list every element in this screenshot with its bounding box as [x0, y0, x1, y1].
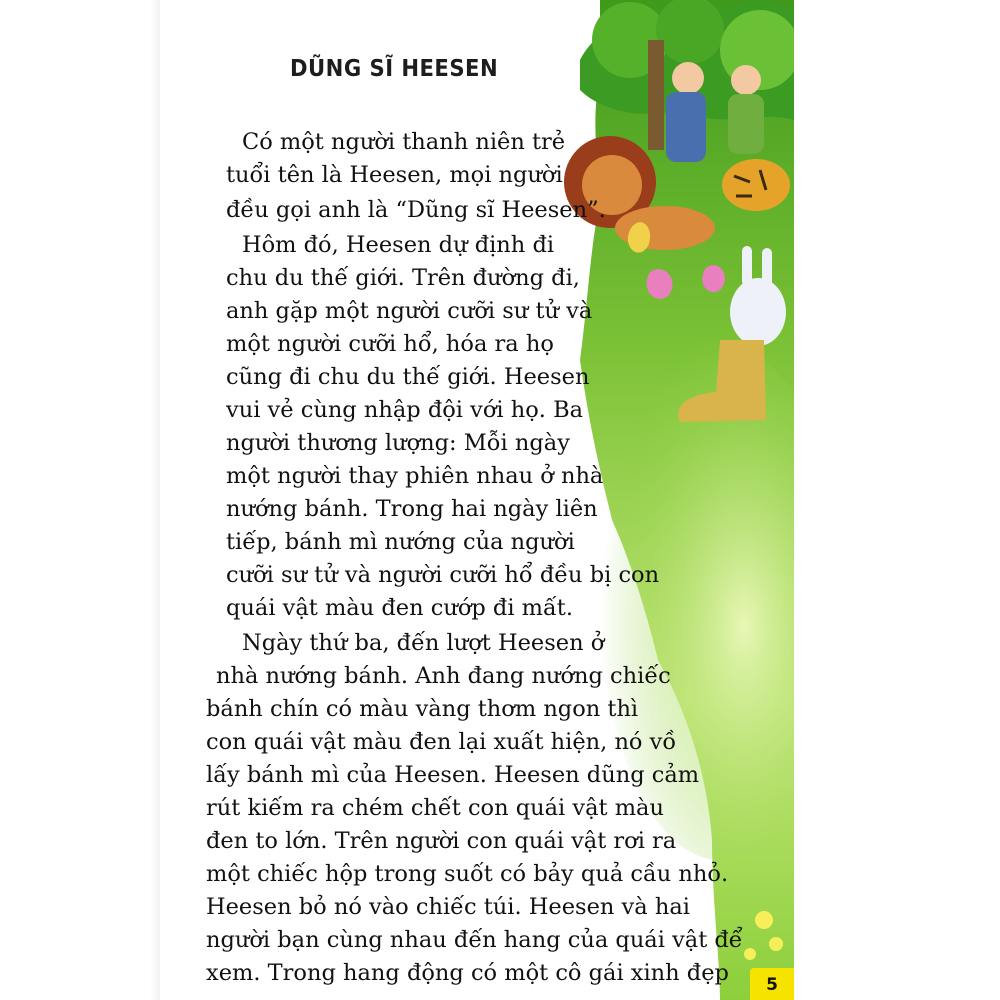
- text-line: một chiếc hộp trong suốt có bảy quả cầu nhỏ.: [206, 861, 729, 887]
- text-line: Ngày thứ ba, đến lượt Heesen ở: [242, 630, 605, 656]
- text-line: bánh chín có màu vàng thơm ngon thì: [206, 696, 639, 722]
- page-number-badge: [750, 968, 794, 1000]
- text-line: lấy bánh mì của Heesen. Heesen dũng cảm: [206, 762, 700, 788]
- text-line: đều gọi anh là “Dũng sĩ Heesen”.: [226, 197, 606, 223]
- book-page: [160, 0, 794, 1000]
- background-right: [794, 0, 1000, 1000]
- text-line: nướng bánh. Trong hai ngày liên: [226, 496, 598, 522]
- text-line: cũng đi chu du thế giới. Heesen: [226, 364, 590, 390]
- text-line: một người thay phiên nhau ở nhà: [226, 463, 604, 489]
- text-line: xem. Trong hang động có một cô gái xinh đẹp: [206, 960, 729, 986]
- story-title: DŨNG SĨ HEESEN: [290, 56, 499, 82]
- text-line: Hôm đó, Heesen dự định đi: [242, 232, 555, 258]
- page-number: 5: [766, 975, 778, 995]
- text-line: rút kiếm ra chém chết con quái vật màu: [206, 795, 664, 821]
- text-line: Có một người thanh niên trẻ: [242, 129, 566, 155]
- text-line: anh gặp một người cưỡi sư tử và: [226, 298, 593, 324]
- text-line: vui vẻ cùng nhập đội với họ. Ba: [226, 397, 584, 423]
- text-line: chu du thế giới. Trên đường đi,: [226, 265, 580, 291]
- page-margin: [0, 0, 160, 1000]
- text-line: một người cưỡi hổ, hóa ra họ: [226, 331, 554, 357]
- text-line: đen to lớn. Trên người con quái vật rơi ra: [206, 828, 677, 854]
- text-line: Heesen bỏ nó vào chiếc túi. Heesen và hai: [206, 894, 690, 920]
- text-line: quái vật màu đen cướp đi mất.: [226, 595, 573, 621]
- text-line: con quái vật màu đen lại xuất hiện, nó vồ: [206, 729, 677, 755]
- text-line: nhà nướng bánh. Anh đang nướng chiếc: [216, 663, 671, 689]
- text-line: tiếp, bánh mì nướng của người: [226, 529, 575, 555]
- text-line: tuổi tên là Heesen, mọi người: [226, 162, 563, 188]
- text-line: người bạn cùng nhau đến hang của quái vật để: [206, 927, 743, 953]
- text-line: người thương lượng: Mỗi ngày: [226, 430, 570, 456]
- text-line: cưỡi sư tử và người cưỡi hổ đều bị con: [226, 562, 660, 588]
